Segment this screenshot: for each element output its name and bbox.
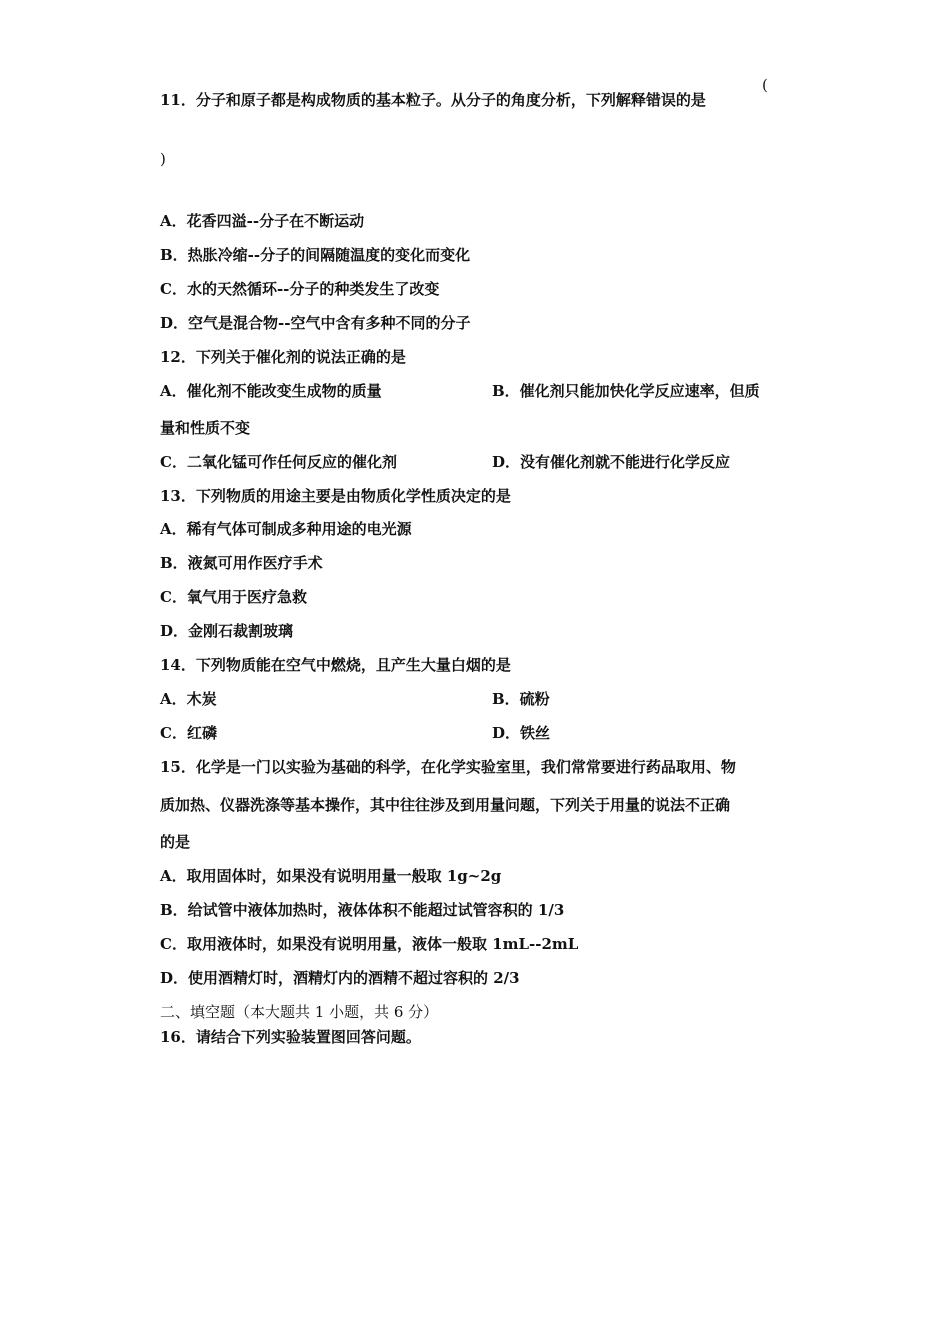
q15-stem-line-1: 15．化学是一门以实验为基础的科学，在化学实验室里，我们常常要进行药品取用、物 bbox=[160, 758, 736, 776]
q14-stem: 14．下列物质能在空气中燃烧，且产生大量白烟的是 bbox=[160, 656, 511, 674]
q14-option-c: C．红磷 bbox=[160, 724, 217, 742]
q11-answer-paren-close: ) bbox=[160, 150, 166, 168]
q11-option-a: A．花香四溢--分子在不断运动 bbox=[160, 212, 365, 230]
q13-option-b: B．液氮可用作医疗手术 bbox=[160, 554, 323, 572]
q16-stem: 16．请结合下列实验装置图回答问题。 bbox=[160, 1028, 421, 1046]
q14-option-d: D．铁丝 bbox=[492, 724, 551, 742]
q12-option-b: B．催化剂只能加快化学反应速率，但质 bbox=[492, 382, 760, 400]
q11-option-d: D．空气是混合物--空气中含有多种不同的分子 bbox=[160, 314, 471, 332]
q11-option-b: B．热胀冷缩--分子的间隔随温度的变化而变化 bbox=[160, 246, 471, 264]
q15-option-a: A．取用固体时，如果没有说明用量一般取 1g~2g bbox=[160, 867, 502, 885]
q15-stem-line-3: 的是 bbox=[160, 833, 191, 851]
q11-answer-paren-open: ( bbox=[762, 76, 768, 94]
q15-option-d: D．使用酒精灯时，酒精灯内的酒精不超过容积的 2/3 bbox=[160, 969, 520, 987]
q15-option-b: B．给试管中液体加热时，液体体积不能超过试管容积的 1/3 bbox=[160, 901, 565, 919]
q14-option-b: B．硫粉 bbox=[492, 690, 550, 708]
q13-option-d: D．金刚石裁割玻璃 bbox=[160, 622, 294, 640]
q14-option-a: A．木炭 bbox=[160, 690, 217, 708]
q12-option-a: A．催化剂不能改变生成物的质量 bbox=[160, 382, 382, 400]
section-heading-fill-in: 二、填空题（本大题共 1 小题，共 6 分） bbox=[160, 1003, 439, 1021]
q12-option-d: D．没有催化剂就不能进行化学反应 bbox=[492, 453, 731, 471]
q15-stem-line-2: 质加热、仪器洗涤等基本操作，其中往往涉及到用量问题，下列关于用量的说法不正确 bbox=[160, 796, 731, 814]
q11-option-c: C．水的天然循环--分子的种类发生了改变 bbox=[160, 280, 440, 298]
q12-stem: 12．下列关于催化剂的说法正确的是 bbox=[160, 348, 406, 366]
q13-option-a: A．稀有气体可制成多种用途的电光源 bbox=[160, 520, 412, 538]
q12-option-b-continued: 量和性质不变 bbox=[160, 419, 251, 437]
q13-stem: 13．下列物质的用途主要是由物质化学性质决定的是 bbox=[160, 487, 511, 505]
q15-option-c: C．取用液体时，如果没有说明用量，液体一般取 1mL--2mL bbox=[160, 935, 579, 953]
q12-option-c: C．二氧化锰可作任何反应的催化剂 bbox=[160, 453, 397, 471]
q13-option-c: C．氧气用于医疗急救 bbox=[160, 588, 307, 606]
q11-stem: 11．分子和原子都是构成物质的基本粒子。从分子的角度分析，下列解释错误的是 bbox=[160, 91, 706, 109]
